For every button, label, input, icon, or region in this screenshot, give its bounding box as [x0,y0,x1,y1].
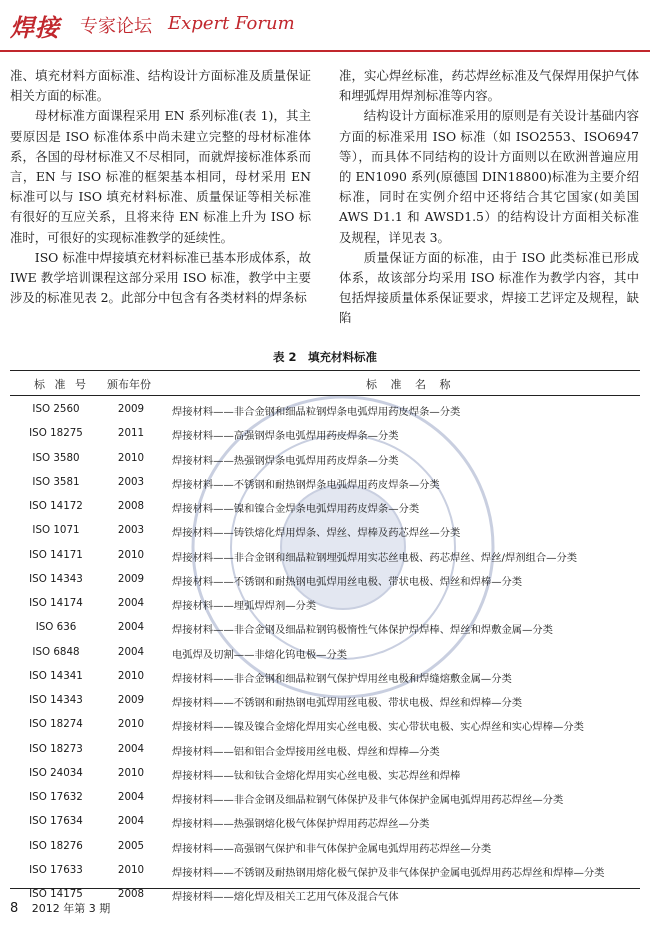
year-cell: 2004 [117,742,145,755]
table-row [10,859,640,883]
standard-name-cell: 焊接材料——不锈钢及耐热钢用熔化极气保护及非气体保护金属电弧焊用药芯焊丝和焊棒—分类 [172,866,605,879]
year-cell: 2004 [117,791,145,803]
year-cell: 2008 [117,500,145,512]
right-paragraph-3: 质量保证方面的标准，由于 ISO 此类标准已形成体系，故该部分均采用 ISO 标准作为教学内容，其中包括焊接质量体系保证要求，焊接工艺评定及规程，缺陷 [339,249,639,326]
table-row [10,471,640,495]
standard-name-cell: 焊接材料——不锈钢和耐热钢电弧焊用丝电极、带状电极、焊丝和焊棒—分类 [172,575,523,588]
standard-name-cell: 焊接材料——不锈钢和耐热钢电弧焊用丝电极、带状电极、焊丝和焊棒—分类 [172,697,523,709]
right-paragraph-2: 结构设计方面标准采用的原则是有关设计基础内容方面的标准采用 ISO 标准（如 ISO2553、ISO6947 等），而具体不同结构的设计方面则以在欧洲普遍应用的 EN1090 系列(原德国 DIN18800)标准为主要介绍标准，同时在实例介绍中还将结合其它国家(如美国 AWS D1.1 和 AWSD1.5）的结构设计方面相关标准及规程，详见表 3。 [339,108,639,245]
year-cell: 2003 [117,524,145,537]
table-header [10,373,640,393]
left-paragraph-1: 准、填充材料方面标准、结构设计方面标准及质量保证相关方面的标准。 [10,68,311,104]
standard-number-cell: ISO 3580 [32,451,80,464]
table-row [10,447,640,471]
standard-number-cell: ISO 17632 [29,791,83,803]
table-body [10,398,640,907]
standard-number-cell: ISO 18273 [29,742,83,755]
standard-number-cell: ISO 14341 [29,669,83,682]
standard-name-cell: 焊接材料——钛和钛合金熔化焊用实心丝电极、实芯焊丝和焊棒 [172,769,461,782]
table-bottom-rule [10,888,640,889]
header-rule [0,50,650,52]
standard-name-cell: 焊接材料——热强钢熔化极气体保护焊用药芯焊丝—分类 [172,818,430,831]
table-row [10,519,640,543]
issue-label: 2012 年第 3 期 [31,902,111,915]
year-cell: 2011 [117,427,145,440]
year-cell: 2010 [117,718,145,731]
standard-number-cell: ISO 2560 [32,403,80,415]
table-row [10,422,640,446]
table-row [10,568,640,592]
standard-name-cell: 电弧焊及切割——非熔化钨电极—分类 [172,648,348,661]
standard-name-cell: 焊接材料——熔化焊及相关工艺用气体及混合气体 [172,891,399,903]
table-header-rule [10,395,640,396]
table-row [10,592,640,616]
table-row [10,616,640,640]
standard-name-cell: 焊接材料——埋弧焊焊剂—分类 [172,600,317,612]
page-number: 8 [10,901,19,916]
standard-name-cell: 焊接材料——不锈钢和耐热钢焊条电弧焊用药皮焊条—分类 [172,478,440,491]
left-column [10,66,311,308]
table-row [10,689,640,713]
year-cell: 2004 [117,645,145,658]
left-paragraph-2: 母材标准方面课程采用 EN 系列标准(表 1)，其主要原因是 ISO 标准体系中尚未建立完整的母材标准体系，各国的母材标准又不尽相同，而就焊接标准体系而言，EN 与 ISO 标准的框架基本相同，母材采用 EN 标准可以与 ISO 填充材料标准、质量保证等相关标准有很好的互应关系，且将来待 EN 标准上升为 ISO 标准时，可很好的实现标准教学的延续性。 [10,108,311,245]
table-row [10,665,640,689]
year-cell: 2010 [117,548,145,561]
standard-number-cell: ISO 1071 [32,524,80,537]
year-cell: 2003 [117,475,145,488]
standard-number-cell: ISO 14343 [29,694,83,706]
journal-logo: 焊接 [10,13,60,42]
standard-name-cell: 焊接材料——非合金钢及细晶粒钢气体保护及非气体保护金属电弧焊用药芯焊丝—分类 [172,794,564,806]
table-row [10,495,640,519]
standard-name-cell: 焊接材料——镍和镍合金焊条电弧焊用药皮焊条—分类 [172,503,420,515]
column-title-cn: 专家论坛 [80,16,152,37]
right-column [339,66,639,329]
table-row [10,641,640,665]
standard-name-cell: 焊接材料——高强钢焊条电弧焊用药皮焊条—分类 [172,430,399,443]
standard-name-cell: 焊接材料——非合金钢和细晶粒钢埋弧焊用实芯丝电极、药芯焊丝、焊丝/焊剂组合—分类 [172,551,578,564]
standard-name-cell: 焊接材料——铸铁熔化焊用焊条、焊丝、焊棒及药芯焊丝—分类 [172,527,461,540]
table-top-rule [10,370,640,371]
page-header [0,0,650,56]
table-row [10,738,640,762]
table-row [10,762,640,786]
standard-number-cell: ISO 14343 [29,572,83,585]
standard-number-cell: ISO 18275 [29,427,83,440]
standard-number-cell: ISO 18276 [29,839,83,852]
year-cell: 2009 [117,694,145,706]
table-row [10,810,640,834]
standard-name-cell: 焊接材料——高强钢气保护和非气体保护金属电弧焊用药芯焊丝—分类 [172,842,492,855]
standard-number-cell: ISO 17634 [29,815,83,828]
standard-number-cell: ISO 14174 [29,597,83,609]
year-cell: 2004 [117,815,145,828]
standard-name-cell: 焊接材料——非合金钢和细晶粒钢气保护焊用丝电极和焊缝熔敷金属—分类 [172,672,512,685]
year-cell: 2010 [117,863,145,876]
standard-name-cell: 焊接材料——热强钢焊条电弧焊用药皮焊条—分类 [172,454,399,467]
standard-number-cell: ISO 17633 [29,863,83,876]
left-paragraph-3: ISO 标准中焊接填充材料标准已基本形成体系，故 IWE 教学培训课程这部分采用 ISO 标准，教学中主要涉及的标准见表 2。此部分中包含有各类材料的焊条标 [10,249,311,306]
table-row [10,398,640,422]
standard-name-cell: 焊接材料——非合金钢和细晶粒钢焊条电弧焊用药皮焊条—分类 [172,406,461,418]
year-cell: 2009 [117,403,145,415]
column-title-en: Expert Forum [168,13,295,34]
right-paragraph-1: 准，实心焊丝标准，药芯焊丝标准及气保焊用保护气体和埋弧焊用焊剂标准等内容。 [339,68,639,104]
header-standard-number: 标 准 号 [34,378,89,391]
standard-number-cell: ISO 14171 [29,548,83,561]
page-footer [10,900,110,916]
standard-number-cell: ISO 3581 [32,475,80,488]
table-row [10,544,640,568]
header-year: 颁布年份 [107,378,151,391]
standard-number-cell: ISO 14175 [29,888,83,900]
header-standard-name: 标 准 名 称 [366,378,456,391]
standard-name-cell: 焊接材料——非合金钢及细晶粒钢钨极惰性气体保护焊焊棒、焊丝和焊敷金属—分类 [172,624,553,637]
standard-number-cell: ISO 24034 [29,766,83,779]
standard-number-cell: ISO 6848 [32,645,80,658]
year-cell: 2010 [117,766,145,779]
table-row [10,713,640,737]
year-cell: 2004 [117,621,145,634]
standard-number-cell: ISO 636 [35,621,77,634]
standard-number-cell: ISO 18274 [29,718,83,731]
table-title: 表 2 填充材料标准 [272,350,377,364]
table-row [10,786,640,810]
standard-number-cell: ISO 14172 [29,500,83,512]
year-cell: 2004 [117,597,145,609]
table-row [10,835,640,859]
year-cell: 2005 [117,839,145,852]
standard-name-cell: 焊接材料——铝和铝合金焊接用丝电极、焊丝和焊棒—分类 [172,745,440,758]
standard-name-cell: 焊接材料——镍及镍合金熔化焊用实心丝电极、实心带状电极、实心焊丝和实心焊棒—分类 [172,721,584,734]
year-cell: 2009 [117,572,145,585]
year-cell: 2008 [117,888,145,900]
year-cell: 2010 [117,451,145,464]
year-cell: 2010 [117,669,145,682]
